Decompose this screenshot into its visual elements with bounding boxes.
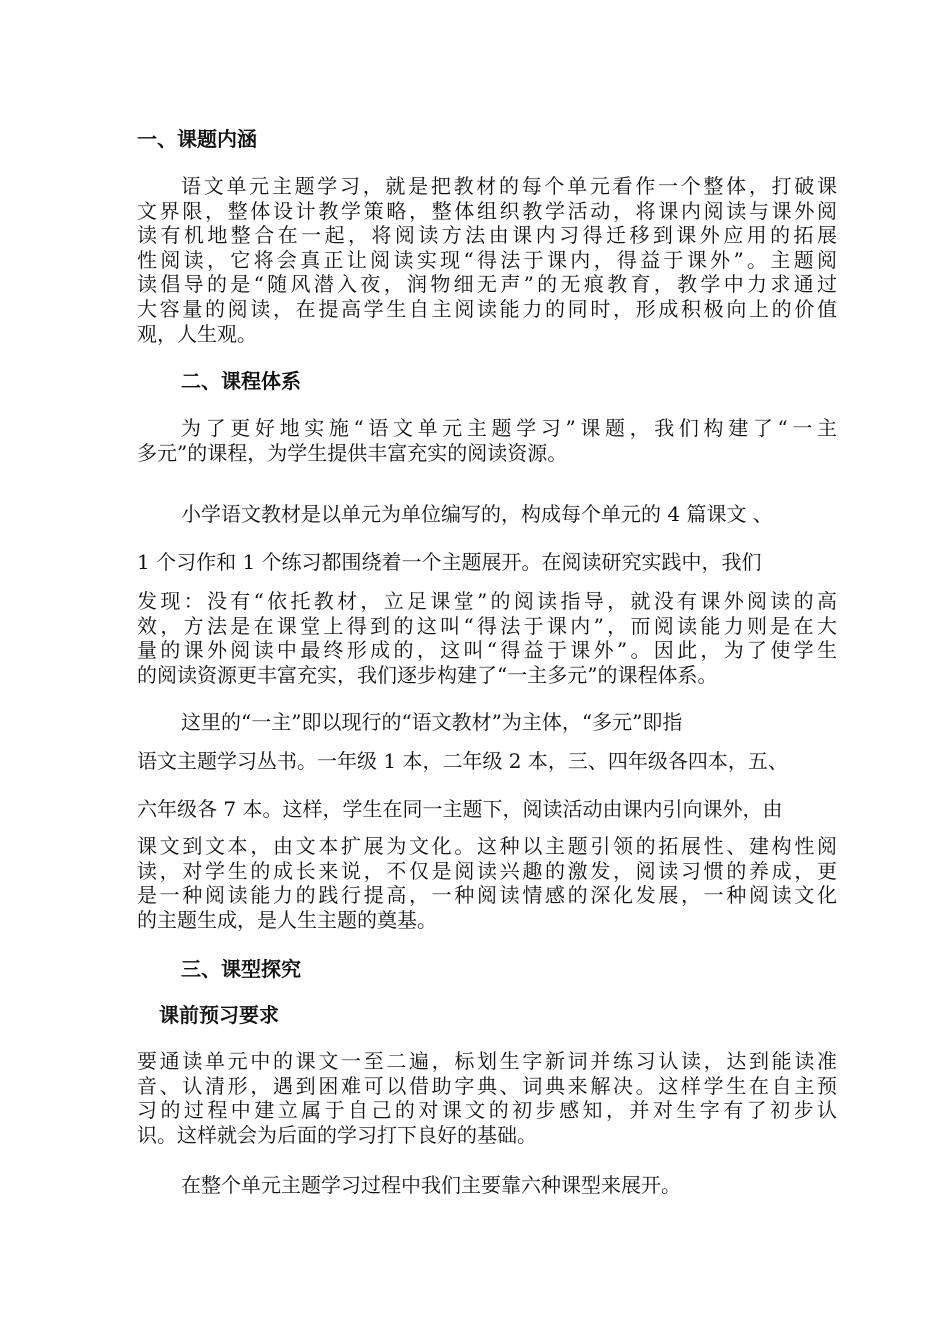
text-line: 的主题生成，是人生主题的奠基。 xyxy=(137,907,437,932)
text-line: 读倡导的是“随风潜入夜，润物细无声”的无痕教育，教学中力求通过 xyxy=(137,272,837,297)
section-heading-3: 三、课型探究 xyxy=(181,957,301,981)
section-heading-2: 二、课程体系 xyxy=(181,369,301,393)
text-line: 性阅读，它将会真正让阅读实现“得法于课内，得益于课外”。主题阅 xyxy=(137,247,837,272)
text-line: 效，方法是在课堂上得到的这叫“得法于课内”，而阅读能力则是在大 xyxy=(137,613,837,638)
text-line: 文界限，整体设计教学策略，整体组织教学活动，将课内阅读与课外阅 xyxy=(137,198,837,223)
section-heading-1: 一、课题内涵 xyxy=(137,127,257,151)
text-line: 的阅读资源更丰富充实，我们逐步构建了“一主多元”的课程体系。 xyxy=(137,662,718,687)
text-line: 多元”的课程，为学生提供丰富充实的阅读资源。 xyxy=(137,440,568,465)
paragraph-course-meaning xyxy=(137,174,837,346)
text-line: 在整个单元主题学习过程中我们主要靠六种课型来展开。 xyxy=(181,1173,681,1197)
text-line: 是一种阅读能力的践行提高，一种阅读情感的深化发展，一种阅读文化 xyxy=(137,883,837,908)
text-line: 六年级各 7 本。这样，学生在同一主题下，阅读活动由课内引向课外，由 xyxy=(137,797,783,821)
text-line: 音、认清形，遇到困难可以借助字典、词典来解决。这样学生在自主预 xyxy=(137,1073,837,1098)
paragraph-preview xyxy=(137,1049,837,1147)
text-line: 为了更好地实施“语文单元主题学习”课题，我们构建了“一主 xyxy=(181,416,837,440)
paragraph-curriculum-detail xyxy=(137,589,837,687)
subheading-preview-requirements: 课前预习要求 xyxy=(159,1003,279,1027)
paragraph-multi-element xyxy=(137,834,837,932)
text-line: 语文单元主题学习，就是把教材的每个单元看作一个整体，打破课 xyxy=(181,174,837,198)
text-line: 小学语文教材是以单元为单位编写的，构成每个单元的 4 篇课文 、 xyxy=(181,502,773,526)
text-line: 这里的“一主”即以现行的“语文教材”为主体，“多元”即指 xyxy=(181,710,683,734)
text-line: 大容量的阅读，在提高学生自主阅读能力的同时，形成积极向上的价值 xyxy=(137,296,837,321)
text-line: 量的课外阅读中最终形成的，这叫“得益于课外”。因此，为了使学生 xyxy=(137,638,837,663)
text-line: 读有机地整合在一起，将阅读方法由课内习得迁移到课外应用的拓展 xyxy=(137,223,837,248)
text-line: 课文到文本，由文本扩展为文化。这种以主题引领的拓展性、建构性阅 xyxy=(137,834,837,858)
text-line: 识。这样就会为后面的学习打下良好的基础。 xyxy=(137,1122,537,1147)
text-line: 1 个习作和 1 个练习都围绕着一个主题展开。在阅读研究实践中，我们 xyxy=(137,550,762,574)
text-line: 观，人生观。 xyxy=(137,321,257,346)
text-line: 要通读单元中的课文一至二遍，标划生字新词并练习认读，达到能读准 xyxy=(137,1049,837,1073)
paragraph-curriculum-intro xyxy=(137,416,837,465)
text-line: 语文主题学习丛书。一年级 1 本，二年级 2 本，三、四年级各四本，五、 xyxy=(137,749,788,773)
text-line: 发现：没有“依托教材，立足课堂”的阅读指导，就没有课外阅读的高 xyxy=(137,589,837,613)
text-line: 读，对学生的成长来说，不仅是阅读兴趣的激发，阅读习惯的养成，更 xyxy=(137,858,837,883)
text-line: 习的过程中建立属于自己的对课文的初步感知，并对生字有了初步认 xyxy=(137,1098,837,1123)
